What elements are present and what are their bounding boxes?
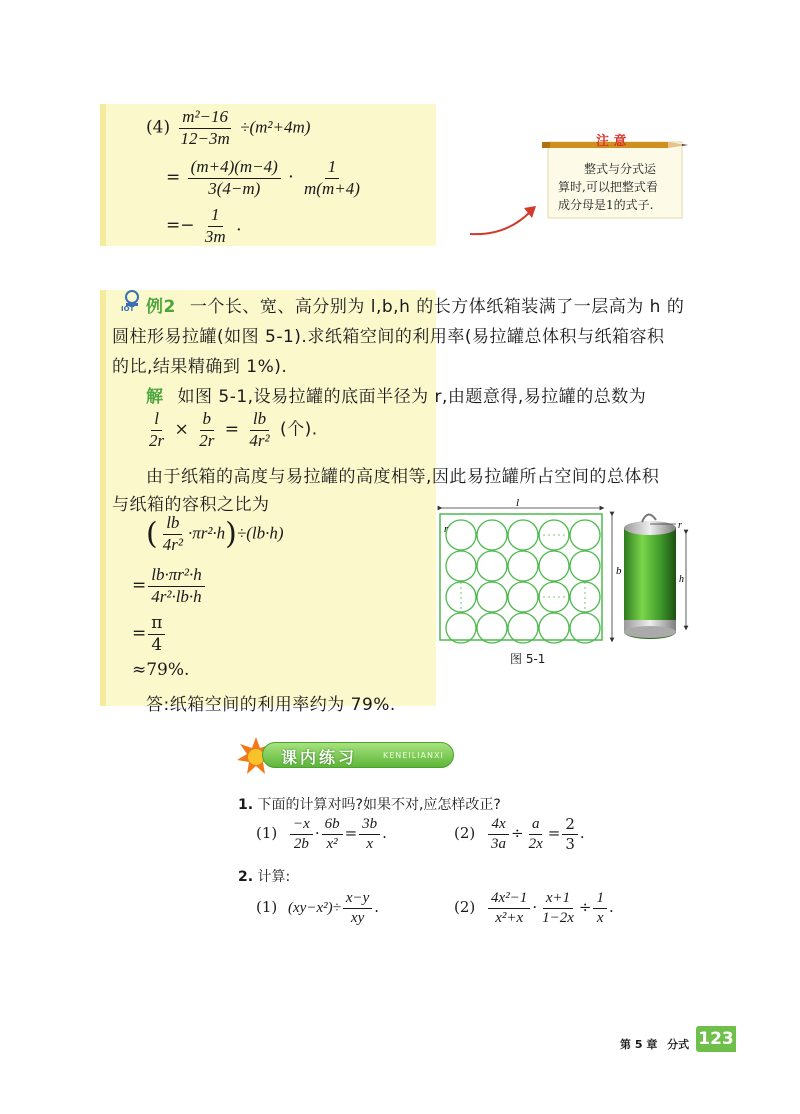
page-number: 123 bbox=[696, 1026, 736, 1052]
figure-can-circle bbox=[446, 551, 476, 581]
figure-can-circle bbox=[539, 613, 569, 643]
q2b-label: (2) bbox=[454, 898, 476, 916]
figure-can-circle bbox=[508, 520, 538, 550]
note-line-3: 成分母是1的式子. bbox=[558, 198, 654, 212]
q1b-frac1: $\frac{4x}{3a}$ bbox=[488, 816, 509, 852]
figure-can-circle bbox=[477, 613, 507, 643]
q1-text: 下面的计算对吗?如果不对,应怎样改正? bbox=[257, 797, 501, 813]
pointer-arrow-icon bbox=[466, 200, 546, 240]
figure-can-circle bbox=[446, 520, 476, 550]
count-formula: $\frac{l}{2r}$ × $\frac{b}{2r}$ = $\frac{lb}{\text{4r²}}$ (个). bbox=[144, 410, 318, 450]
figure-can-circle bbox=[508, 551, 538, 581]
part4-label: (4) bbox=[146, 117, 171, 138]
part4-line3 bbox=[166, 206, 242, 246]
q2a-pre: (xy−x²)÷ bbox=[288, 900, 341, 916]
footer-chapter-label: 第 5 章 bbox=[620, 1038, 658, 1051]
q1-number: 1. bbox=[238, 797, 254, 813]
q2b-frac1: $\frac{\text{4x²−1}}{\text{x²+x}}$ bbox=[488, 890, 530, 926]
q2a-label: (1) bbox=[256, 898, 278, 916]
ratio-line1: 由于纸箱的高度与易拉罐的高度相等,因此易拉罐所占空间的总体积 bbox=[146, 467, 660, 487]
figure-can-circle bbox=[539, 551, 569, 581]
q1a-frac3: $\frac{3b}{x}$ bbox=[359, 816, 380, 852]
q1a-label: (1) bbox=[256, 824, 278, 842]
figure-can-circle bbox=[508, 582, 538, 612]
example-bulb-icon bbox=[120, 288, 146, 312]
part4-dot: · bbox=[288, 167, 294, 188]
note-title: 注 意 bbox=[596, 134, 627, 149]
figure-caption: 图 5-1 bbox=[510, 652, 546, 666]
q2b: (2) $\frac{\text{4x²−1}}{\text{x²+x}}$ · $\frac{x+1}{1-2x}$ ÷ $\frac{1}{x}$ . bbox=[454, 890, 614, 926]
ratio-step3: = $\frac{\pi}{4}$ bbox=[132, 614, 167, 654]
figure-label-b: b bbox=[616, 565, 622, 577]
part4-minus: =− bbox=[166, 215, 195, 236]
answer-line: 答:纸箱空间的利用率约为 79%. bbox=[146, 695, 396, 715]
footer-chapter bbox=[620, 1036, 689, 1052]
q2b-frac3: $\frac{1}{x}$ bbox=[593, 890, 607, 926]
figure-can-circle bbox=[570, 551, 600, 581]
ratio-frac2: $\frac{\text{lb·πr²·h}}{\text{4r²·lb·h}}$ bbox=[148, 566, 204, 606]
note-line-1: 整式与分式运 bbox=[584, 162, 657, 176]
part4-line2 bbox=[166, 158, 365, 198]
q1b-frac2: $\frac{a}{2x}$ bbox=[528, 816, 543, 852]
q1-line bbox=[238, 794, 501, 814]
svg-text:IOT: IOT bbox=[121, 305, 135, 312]
ratio-approx: ≈79%. bbox=[132, 660, 190, 680]
figure-circles bbox=[446, 520, 600, 643]
ratio-frac1: $\frac{lb}{\text{4r²}}$ bbox=[162, 513, 183, 554]
q1a-frac2: $\frac{6b}{\text{x²}}$ bbox=[322, 816, 343, 852]
count-frac2: $\frac{b}{2r}$ bbox=[199, 409, 215, 450]
count-frac1: $\frac{l}{2r}$ bbox=[149, 409, 165, 450]
solution-line1: 解 如图 5-1,设易拉罐的底面半径为 r,由题意得,易拉罐的总数为 bbox=[146, 387, 647, 407]
q1a: (1) $\frac{-x}{2b}$ · $\frac{6b}{\text{x²}}$ = $\frac{3b}{x}$ . bbox=[256, 816, 387, 852]
figure-can-circle bbox=[570, 613, 600, 643]
q1b-label: (2) bbox=[454, 824, 476, 842]
solution-label: 解 bbox=[146, 387, 164, 407]
ratio-r1-tail: ÷(lb·h) bbox=[236, 523, 284, 543]
part4-frac4: $\frac{1}{3m}$ bbox=[204, 205, 226, 246]
figure-can-circle bbox=[477, 582, 507, 612]
ratio-frac3: $\frac{\pi}{4}$ bbox=[148, 614, 165, 654]
part4-l1-tail: ÷(m²+4m) bbox=[240, 117, 311, 137]
part4-frac3: $\frac{1}{m(m+4)}$ bbox=[304, 157, 360, 198]
ratio-line2: 与纸箱的容积之比为 bbox=[112, 495, 270, 515]
figure-label-r: r bbox=[444, 524, 448, 535]
ratio-r1-mid: ·πr²·h bbox=[187, 523, 226, 543]
figure-label-l: l bbox=[516, 498, 520, 509]
ratio-step1: ( $\frac{lb}{\text{4r²}}$ ·πr²·h)÷(lb·h) bbox=[146, 513, 284, 554]
count-unit: (个). bbox=[280, 419, 318, 440]
figure-can-circle bbox=[446, 613, 476, 643]
q2-number: 2. bbox=[238, 869, 254, 885]
q2a-frac: $\frac{x-y}{xy}$ bbox=[343, 890, 372, 926]
count-frac3: $\frac{lb}{\text{4r²}}$ bbox=[249, 409, 270, 450]
figure-label-h: h bbox=[679, 574, 684, 585]
q2-text: 计算: bbox=[257, 869, 291, 885]
figure-can bbox=[616, 506, 696, 646]
part4-frac1: $\frac{\text{m²−16}}{12-3m}$ bbox=[180, 107, 230, 148]
figure-can-circle bbox=[508, 613, 538, 643]
example-tag: 例2 bbox=[146, 297, 176, 317]
exercise-banner-pinyin: KENEILIANXI bbox=[383, 751, 444, 760]
example-problem-line1: 例2 一个长、宽、高分别为 l,b,h 的长方体纸箱装满了一层高为 h 的 bbox=[146, 297, 685, 317]
count-times: × bbox=[174, 419, 189, 440]
q2a: (1) (xy−x²)÷ $\frac{x-y}{xy}$ . bbox=[256, 890, 380, 926]
part4-period: . bbox=[236, 215, 242, 236]
figure-can-circle bbox=[477, 520, 507, 550]
q1a-frac1: $\frac{-x}{2b}$ bbox=[290, 816, 313, 852]
example-problem-line2: 圆柱形易拉罐(如图 5-1).求纸箱空间的利用率(易拉罐总体积与纸箱容积 bbox=[112, 327, 665, 347]
footer-section-label: 分式 bbox=[667, 1038, 690, 1051]
note-line-2: 算时,可以把整式看 bbox=[558, 180, 658, 194]
part4-frac2: $\frac{(m+4)(m-4)}{3(4-m)}$ bbox=[188, 158, 281, 198]
q2b-frac2: $\frac{x+1}{1-2x}$ bbox=[542, 890, 574, 926]
ratio-step2: = $\frac{\text{lb·πr²·h}}{\text{4r²·lb·h}}$ bbox=[132, 566, 207, 606]
figure-label-r-can: r bbox=[678, 520, 682, 531]
q1b: (2) $\frac{4x}{3a}$ ÷ $\frac{a}{2x}$ = $\frac{2}{3}$ . bbox=[454, 815, 585, 853]
part4-line1 bbox=[146, 108, 310, 148]
note-box bbox=[548, 130, 688, 226]
q2-line bbox=[238, 866, 290, 886]
figure-box-grid bbox=[430, 498, 630, 658]
figure-can-circle bbox=[570, 520, 600, 550]
figure-can-circle bbox=[477, 551, 507, 581]
part4-eq: = bbox=[166, 167, 181, 188]
exercise-banner-title: 课内练习 bbox=[281, 748, 358, 767]
example-problem-line3: 的比,结果精确到 1%). bbox=[112, 357, 288, 377]
q1b-frac3: $\frac{2}{3}$ bbox=[562, 816, 578, 852]
exercise-banner bbox=[262, 742, 454, 768]
